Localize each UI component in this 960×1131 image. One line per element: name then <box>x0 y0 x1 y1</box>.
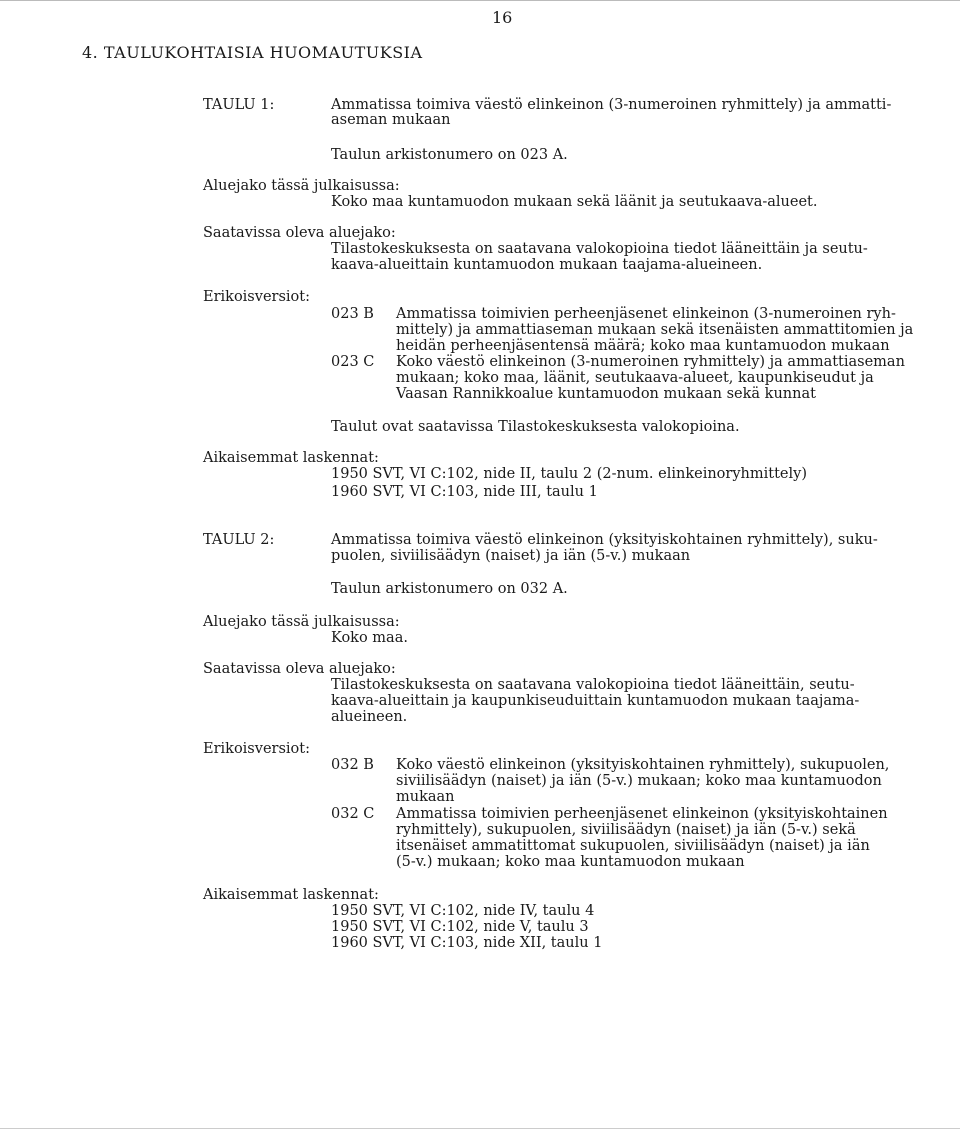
bottom-rule <box>0 1128 960 1129</box>
table2-special-code-c: 032 C <box>331 806 375 822</box>
table1-available-line-1: Tilastokeskuksesta on saatavana valokopioina tiedot lääneittäin ja seutu- <box>331 241 868 257</box>
table2-description-line-2: puolen, siviilisäädyn (naiset) ja iän (5-v.) mukaan <box>331 548 691 564</box>
table2-division-label: Aluejako tässä julkaisussa: <box>203 614 400 630</box>
table2-available-line-3: alueineen. <box>331 709 408 725</box>
table2-previous-2: 1950 SVT, VI C:102, nide V, taulu 3 <box>331 919 589 935</box>
table2-previous-label: Aikaisemmat laskennat: <box>203 887 379 903</box>
table2-label: TAULU 2: <box>203 532 275 548</box>
table2-description-line-1: Ammatissa toimiva väestö elinkeinon (yksityiskohtainen ryhmittely), suku- <box>331 532 878 548</box>
table2-special-b-line-2: siviilisäädyn (naiset) ja iän (5-v.) mukaan; koko maa kuntamuodon <box>396 773 882 789</box>
table2-special-c-line-1: Ammatissa toimivien perheenjäsenet elinkeinon (yksityiskohtainen <box>396 806 888 822</box>
table1-label: TAULU 1: <box>203 97 275 113</box>
table2-archive-number: Taulun arkistonumero on 032 A. <box>331 581 568 597</box>
table2-available-line-1: Tilastokeskuksesta on saatavana valokopioina tiedot lääneittäin, seutu- <box>331 677 855 693</box>
table1-special-c-line-2: mukaan; koko maa, läänit, seutukaava-alueet, kaupunkiseudut ja <box>396 370 874 386</box>
table2-available-line-2: kaava-alueittain ja kaupunkiseuduittain kuntamuodon mukaan taajama- <box>331 693 860 709</box>
table1-description-line-2: aseman mukaan <box>331 112 451 128</box>
table1-special-b-line-2: mittely) ja ammattiaseman mukaan sekä itsenäisten ammattitomien ja <box>396 322 914 338</box>
table2-previous-1: 1950 SVT, VI C:102, nide IV, taulu 4 <box>331 903 595 919</box>
table1-special-label: Erikoisversiot: <box>203 289 310 305</box>
table1-previous-2: 1960 SVT, VI C:103, nide III, taulu 1 <box>331 484 598 500</box>
table1-special-code-b: 023 B <box>331 306 374 322</box>
table1-archive-number: Taulun arkistonumero on 023 A. <box>331 147 568 163</box>
table1-special-b-line-1: Ammatissa toimivien perheenjäsenet elinkeinon (3-numeroinen ryh- <box>396 306 896 322</box>
table2-special-c-line-2: ryhmittely), sukupuolen, siviilisäädyn (naiset) ja iän (5-v.) sekä <box>396 822 856 838</box>
table1-special-c-line-3: Vaasan Rannikkoalue kuntamuodon mukaan sekä kunnat <box>396 386 816 402</box>
table2-previous-3: 1960 SVT, VI C:103, nide XII, taulu 1 <box>331 935 603 951</box>
table2-special-code-b: 032 B <box>331 757 374 773</box>
table1-copies-note: Taulut ovat saatavissa Tilastokeskuksesta valokopioina. <box>331 419 740 435</box>
section-title: 4. TAULUKOHTAISIA HUOMAUTUKSIA <box>82 43 423 62</box>
table1-division-text: Koko maa kuntamuodon mukaan sekä läänit ja seutukaava-alueet. <box>331 194 818 210</box>
table2-special-c-line-3: itsenäiset ammatittomat sukupuolen, siviilisäädyn (naiset) ja iän <box>396 838 870 854</box>
table1-available-line-2: kaava-alueittain kuntamuodon mukaan taajama-alueineen. <box>331 257 763 273</box>
table2-available-label: Saatavissa oleva aluejako: <box>203 661 396 677</box>
table2-division-text: Koko maa. <box>331 630 408 646</box>
table2-special-c-line-4: (5-v.) mukaan; koko maa kuntamuodon mukaan <box>396 854 745 870</box>
top-rule <box>0 0 960 1</box>
table1-special-code-c: 023 C <box>331 354 375 370</box>
table1-special-c-line-1: Koko väestö elinkeinon (3-numeroinen ryhmittely) ja ammattiaseman <box>396 354 905 370</box>
table1-special-b-line-3: heidän perheenjäsentensä määrä; koko maa kuntamuodon mukaan <box>396 338 890 354</box>
table1-description-line-1: Ammatissa toimiva väestö elinkeinon (3-numeroinen ryhmittely) ja ammatti- <box>331 97 892 113</box>
table1-division-label: Aluejako tässä julkaisussa: <box>203 178 400 194</box>
table2-special-b-line-1: Koko väestö elinkeinon (yksityiskohtainen ryhmittely), sukupuolen, <box>396 757 890 773</box>
table2-special-label: Erikoisversiot: <box>203 741 310 757</box>
table1-available-label: Saatavissa oleva aluejako: <box>203 225 396 241</box>
table2-special-b-line-3: mukaan <box>396 789 455 805</box>
table1-previous-label: Aikaisemmat laskennat: <box>203 450 379 466</box>
page-number: 16 <box>492 8 513 27</box>
table1-previous-1: 1950 SVT, VI C:102, nide II, taulu 2 (2-num. elinkeinoryhmittely) <box>331 466 807 482</box>
